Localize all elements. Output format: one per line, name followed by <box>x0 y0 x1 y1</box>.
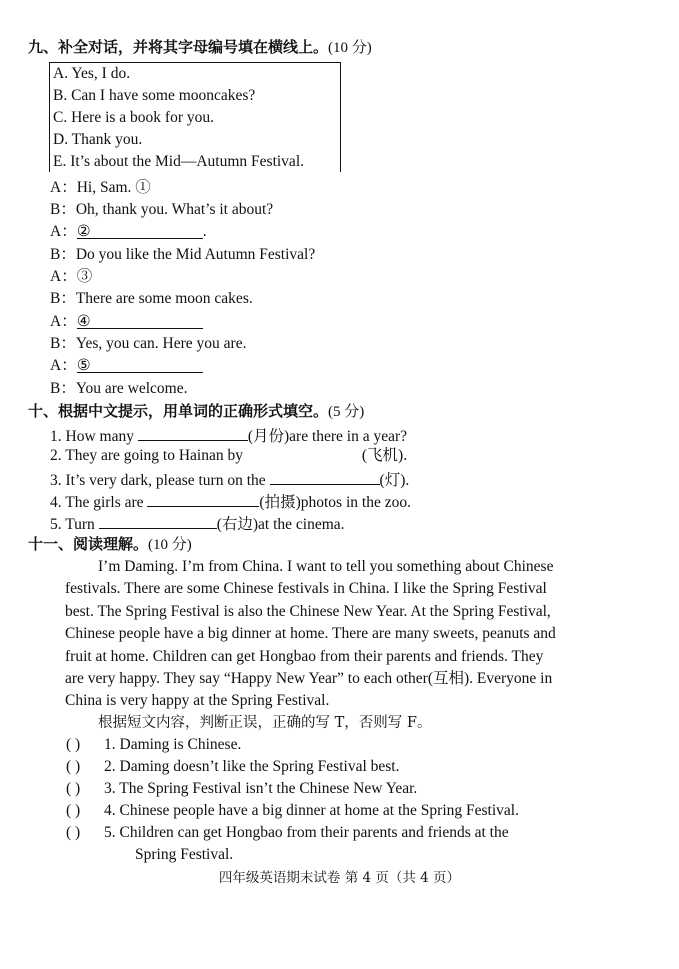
speaker: B： <box>50 290 76 307</box>
item-text: 3. It’s very dark, please turn on the <box>50 472 270 489</box>
section-11-heading <box>28 534 192 555</box>
fill-item-5 <box>50 512 345 535</box>
section-11-title: 十一、阅读理解。 <box>28 535 149 553</box>
fill-blank-5[interactable] <box>99 512 217 529</box>
option-e: E. It’s about the Mid—Autumn Festival. <box>53 153 304 170</box>
section-9-title: 九、补全对话，并将其字母编号填在横线上。 <box>28 38 329 56</box>
dialogue-line-7 <box>50 312 203 332</box>
dialogue-text: Yes, you can. Here you are. <box>75 335 247 352</box>
dialogue-line-2 <box>50 200 273 220</box>
judgment-item-1 <box>66 735 241 755</box>
dialogue-line-4 <box>50 245 315 265</box>
speaker: A： <box>50 268 77 285</box>
judgment-item-5 <box>66 823 509 843</box>
judgment-instruction: 根据短文内容，判断正误，正确的写 T，否则写 F。 <box>98 715 432 731</box>
answer-blank-2[interactable] <box>77 222 203 239</box>
passage-line: I’m Daming. I’m from China. I want to tell you something about Chinese <box>98 558 554 575</box>
section-9-heading <box>28 37 372 58</box>
fill-item-4 <box>50 490 411 513</box>
fill-blank-1[interactable] <box>138 424 248 441</box>
dialogue-line-1 <box>50 178 151 198</box>
item-text: photos in the zoo. <box>300 494 411 511</box>
judgment-item-2 <box>66 757 399 777</box>
passage-line: are very happy. They say “Happy New Year” to each other(互相). Everyone in <box>65 669 553 687</box>
hint-text: (飞机). <box>361 447 408 464</box>
section-9-points: (10 分) <box>328 40 372 56</box>
options-box <box>49 62 341 172</box>
hint-text: (灯). <box>379 472 410 489</box>
speaker: A： <box>50 313 77 330</box>
fill-blank-3[interactable] <box>270 468 380 485</box>
item-text: are there in a year? <box>289 428 408 445</box>
option-a: A. Yes, I do. <box>53 65 131 82</box>
blank-number: ② <box>76 223 91 240</box>
hint-text: (拍摄) <box>259 494 301 511</box>
dialogue-text: Oh, thank you. What’s it about? <box>75 201 274 218</box>
item-text: 4. The girls are <box>50 494 148 511</box>
item-text: 1. How many <box>50 428 138 445</box>
dialogue-line-10 <box>50 379 187 399</box>
passage-line: fruit at home. Children can get Hongbao from their parents and friends. They <box>65 647 544 665</box>
fill-item-3 <box>50 468 409 491</box>
passage-line: festivals. There are some Chinese festivals in China. I like the Spring Festival <box>65 580 547 598</box>
fill-item-2 <box>50 446 407 466</box>
speaker: B： <box>50 246 76 263</box>
judgment-text: 4. Chinese people have a big dinner at home at the Spring Festival. <box>104 802 519 819</box>
passage-line: best. The Spring Festival is also the Chinese New Year. At the Spring Festival, <box>65 602 551 620</box>
hint-text: (右边) <box>216 516 259 533</box>
section-10-points: (5 分) <box>328 404 365 420</box>
speaker: A： <box>50 357 77 374</box>
passage-line: Chinese people have a big dinner at home. There are many sweets, peanuts and <box>65 625 556 643</box>
section-10-heading <box>28 401 364 422</box>
speaker: A： <box>50 179 77 196</box>
page-footer: 四年级英语期末试卷 第 4 页（共 4 页） <box>218 870 461 886</box>
judgment-text: 2. Daming doesn’t like the Spring Festival best. <box>104 758 400 775</box>
item-text: 5. Turn <box>50 516 99 533</box>
dialogue-line-9 <box>50 356 203 376</box>
speaker: B： <box>50 201 76 218</box>
judgment-item-4 <box>66 801 519 821</box>
answer-paren-1[interactable]: ( ) <box>66 736 81 753</box>
speaker: B： <box>50 380 76 397</box>
fill-item-1 <box>50 424 407 447</box>
option-b: B. Can I have some mooncakes? <box>53 87 256 104</box>
dialogue-text: There are some moon cakes. <box>75 290 253 307</box>
speaker: A： <box>50 223 77 240</box>
section-11-points: (10 分) <box>148 537 192 553</box>
item-text: at the cinema. <box>258 516 345 533</box>
blank-number: ⑤ <box>76 357 91 374</box>
dialogue-line-8 <box>50 334 246 354</box>
answer-blank-5[interactable] <box>77 356 203 373</box>
answer-paren-5[interactable]: ( ) <box>66 824 81 841</box>
judgment-text: 1. Daming is Chinese. <box>104 736 242 753</box>
dialogue-text: You are welcome. <box>75 380 188 397</box>
answer-paren-3[interactable]: ( ) <box>66 780 81 797</box>
blank-number: ④ <box>76 313 91 330</box>
speaker: B： <box>50 335 76 352</box>
judgment-item-5-continued: Spring Festival. <box>135 846 234 863</box>
dialogue-line-5 <box>50 267 92 287</box>
judgment-text: 3. The Spring Festival isn’t the Chinese New Year. <box>104 780 418 797</box>
dialogue-text: Hi, Sam. ① <box>76 179 151 196</box>
answer-paren-4[interactable]: ( ) <box>66 802 81 819</box>
option-d: D. Thank you. <box>53 131 143 148</box>
item-text: 2. They are going to Hainan by <box>50 447 247 464</box>
answer-blank-4[interactable] <box>77 312 203 329</box>
judgment-text: 5. Children can get Hongbao from their parents and friends at the <box>104 824 509 841</box>
option-c: C. Here is a book for you. <box>53 109 214 126</box>
section-10-title: 十、根据中文提示，用单词的正确形式填空。 <box>28 402 329 420</box>
dialogue-line-6 <box>50 289 253 309</box>
reading-passage <box>65 556 587 713</box>
dialogue-text: Do you like the Mid Autumn Festival? <box>75 246 316 263</box>
passage-line: China is very happy at the Spring Festival. <box>65 692 330 710</box>
dialogue-line-3 <box>50 222 207 242</box>
hint-text: (月份) <box>247 428 290 445</box>
dialogue-tail: . <box>202 223 207 240</box>
blank-number: ③ <box>76 268 93 285</box>
judgment-item-3 <box>66 779 417 799</box>
answer-paren-2[interactable]: ( ) <box>66 758 81 775</box>
fill-blank-4[interactable] <box>147 490 259 507</box>
